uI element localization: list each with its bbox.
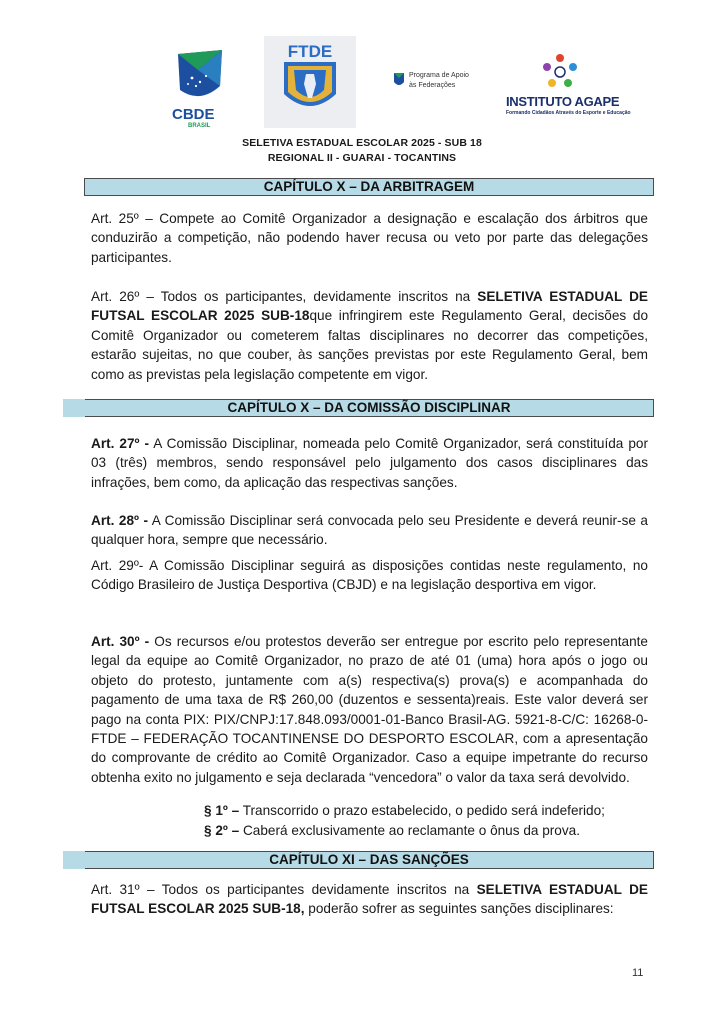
- paragraph-1-label: § 1º –: [204, 803, 240, 818]
- article-27-text: A Comissão Disciplinar, nomeada pelo Comitê Organizador, será constituída por 03 (três) membros, sendo responsável pelo julgamento dos casos disciplinares das infrações, bem como, da aplicação das respectivas sanções.: [91, 436, 648, 490]
- article-30: [91, 632, 648, 787]
- article-27: [91, 434, 648, 492]
- article-26-text1: Todos os participantes, devidamente inscritos na: [153, 289, 478, 304]
- paragraph-1: [204, 801, 605, 820]
- article-30-text: Os recursos e/ou protestos deverão ser entregue por escrito pelo representante legal da equipe ao Comitê Organizador, no prazo de até 01 (uma) hora após o jogo ou objeto do protesto, juntamente com a(s) respectiva(s) prova(s) e acompanhada do pagamento de uma taxa de R$ 260,00 (duzentos e sessenta)reais. Este valor deverá ser pago na conta PIX: PIX/CNPJ:17.848.093/0001-01-Banco Brasil-AG. 5921-8-C/C: 16268-0-FTDE – FEDERAÇÃO TOCANTINENSE DO DESPORTO ESCOLAR, com a apresentação do comprovante de crédito ao Comitê Organizador. Caso a equipe impetrante do recurso obtenha exito no julgamento e seja declarada “vencedora” o valor da taxa será devolvido.: [91, 634, 648, 785]
- article-26: [91, 287, 648, 384]
- article-28-label: Art. 28º -: [91, 513, 149, 528]
- programa-line1: Programa de Apoio: [409, 72, 469, 79]
- ftde-shield-icon: [264, 36, 356, 128]
- article-31-text2: poderão sofrer as seguintes sanções disciplinares:: [304, 901, 614, 917]
- cbde-logo-sub: BRASIL: [188, 123, 211, 129]
- article-31-bold: SELETIVA ESTADUAL DE FUTSAL ESCOLAR 2025 SUB-18,: [91, 882, 648, 917]
- header-title-line2: REGIONAL II - GUARAI - TOCANTINS: [267, 152, 457, 164]
- article-27-label: Art. 27º -: [91, 436, 150, 451]
- article-31-text1: Todos os participantes devidamente inscritos na: [154, 882, 477, 897]
- article-31-label: Art. 31º –: [91, 882, 155, 897]
- article-30-label: Art. 30º -: [91, 634, 150, 649]
- cbde-shield-icon: [170, 48, 230, 108]
- article-25-text: Compete ao Comitê Organizador a designação e escalação dos árbitros que conduzirão a competição, não podendo haver recusa ou veto por parte das delegações participantes.: [91, 211, 648, 265]
- header-logos: [0, 30, 724, 130]
- chapter-heading-arbitragem: CAPÍTULO X – DA ARBITRAGEM: [84, 178, 654, 196]
- paragraph-2-label: § 2º –: [204, 823, 240, 838]
- paragraph-2: [204, 821, 580, 840]
- cbde-logo: [170, 48, 230, 132]
- paragraph-1-text: Transcorrido o prazo estabelecido, o pedido será indeferido;: [239, 803, 605, 818]
- page-number: 11: [632, 967, 644, 979]
- ftde-logo: [264, 36, 356, 128]
- article-25-label: Art. 25º –: [91, 211, 153, 226]
- article-26-bold: SELETIVA ESTADUAL DE FUTSAL ESCOLAR 2025 SUB-18: [91, 289, 648, 324]
- agape-logo-name: INSTITUTO AGAPE: [506, 94, 620, 109]
- article-28-text: A Comissão Disciplinar será convocada pelo seu Presidente e deverá reunir-se a qualquer hora, sempre que necessário.: [91, 513, 648, 548]
- chapter-heading-sancoes: CAPÍTULO XI – DAS SANÇÕES: [84, 851, 654, 869]
- agape-logo-tagline: Formando Cidadãos Através do Esporte e Educação: [506, 110, 631, 116]
- paragraph-2-text: Caberá exclusivamente ao reclamante o ônus da prova.: [239, 823, 580, 838]
- cbde-logo-name: CBDE: [172, 106, 215, 123]
- article-25: [91, 209, 648, 267]
- article-26-label: Art. 26º –: [91, 289, 154, 304]
- article-31: [91, 880, 648, 919]
- article-26-text2: que infringirem este Regulamento Geral, decisões do Comitê Organizador ou cometerem faltas disciplinares no decorrer das competições, estarão sujeitas, no que couber, às sanções previstas por este Regulamento Geral, bem como as previstas pela legislação competente em vigor.: [91, 308, 648, 382]
- instituto-agape-logo: [502, 52, 631, 132]
- agape-people-icon: [540, 52, 580, 92]
- chapter-heading-comissao-disciplinar: CAPÍTULO X – DA COMISSÃO DISCIPLINAR: [84, 399, 654, 417]
- programa-mini-shield-icon: [393, 72, 405, 88]
- ftde-logo-name: FTDE: [287, 42, 333, 61]
- article-29: Art. 29º- A Comissão Disciplinar seguirá as disposições contidas neste regulamento, no Código Brasileiro de Justiça Desportiva (CBJD) e na legislação desportiva em vigor.: [91, 558, 648, 593]
- programa-apoio-logo: [393, 70, 488, 94]
- programa-line2: às Federações: [409, 82, 456, 89]
- article-28: [91, 511, 648, 550]
- header-title-line1: SELETIVA ESTADUAL ESCOLAR 2025 - SUB 18: [242, 137, 482, 149]
